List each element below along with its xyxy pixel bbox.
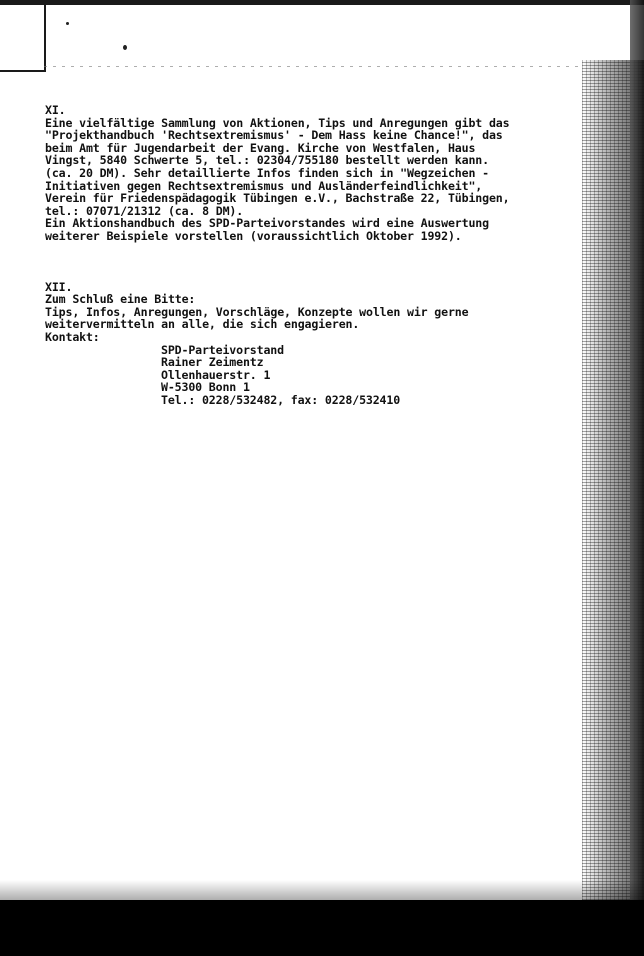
- text-line: (ca. 20 DM). Sehr detaillierte Infos finden sich in "Wegzeichen -: [45, 165, 489, 180]
- text-line: beim Amt für Jugendarbeit der Evang. Kirche von Westfalen, Haus: [45, 140, 476, 155]
- text-line: tel.: 07071/21312 (ca. 8 DM).: [45, 203, 244, 218]
- contact-label: Kontakt:: [45, 329, 100, 344]
- contact-address: [161, 344, 565, 407]
- text-line: Ein Aktionshandbuch des SPD-Parteivorstandes wird eine Auswertung: [45, 216, 489, 231]
- document-body: [45, 104, 565, 406]
- contact-street: Ollenhauerstr. 1: [161, 367, 271, 382]
- text-line: Zum Schluß eine Bitte:: [45, 292, 196, 307]
- scan-corner-mark: [0, 0, 46, 72]
- text-line: Tips, Infos, Anregungen, Vorschläge, Konzepte wollen wir gerne: [45, 304, 469, 319]
- text-line: Initiativen gegen Rechtsextremismus und Ausländerfeindlichkeit",: [45, 178, 483, 193]
- section-heading: XI.: [45, 103, 66, 117]
- contact-city: W-5300 Bonn 1: [161, 380, 250, 395]
- scan-right-edge: [630, 0, 644, 900]
- contact-phone-fax: Tel.: 0228/532482, fax: 0228/532410: [161, 392, 401, 407]
- text-line: weitervermitteln an alle, die sich engagieren.: [45, 317, 360, 332]
- contact-org: SPD-Parteivorstand: [161, 342, 284, 357]
- scan-bottom-shade: [0, 880, 644, 902]
- text-line: Verein für Friedenspädagogik Tübingen e.V., Bachstraße 22, Tübingen,: [45, 191, 510, 206]
- text-line: Vingst, 5840 Schwerte 5, tel.: 02304/755180 bestellt werden kann.: [45, 153, 489, 168]
- section-xii: [45, 281, 565, 407]
- section-heading: XII.: [45, 279, 73, 294]
- section-xi: [45, 104, 565, 243]
- scan-dotted-rule: [44, 66, 584, 67]
- scan-bottom-border: [0, 900, 644, 956]
- text-line: "Projekthandbuch 'Rechtsextremismus' - Dem Hass keine Chance!", das: [45, 128, 503, 143]
- contact-name: Rainer Zeimentz: [161, 355, 264, 370]
- section-gap: [45, 243, 565, 281]
- text-line: Eine vielfältige Sammlung von Aktionen, Tips und Anregungen gibt das: [45, 115, 510, 130]
- scan-top-border: [0, 0, 644, 5]
- scan-speck: [123, 45, 127, 50]
- scan-speck: [66, 22, 69, 25]
- text-line: weiterer Beispiele vorstellen (voraussichtlich Oktober 1992).: [45, 228, 462, 243]
